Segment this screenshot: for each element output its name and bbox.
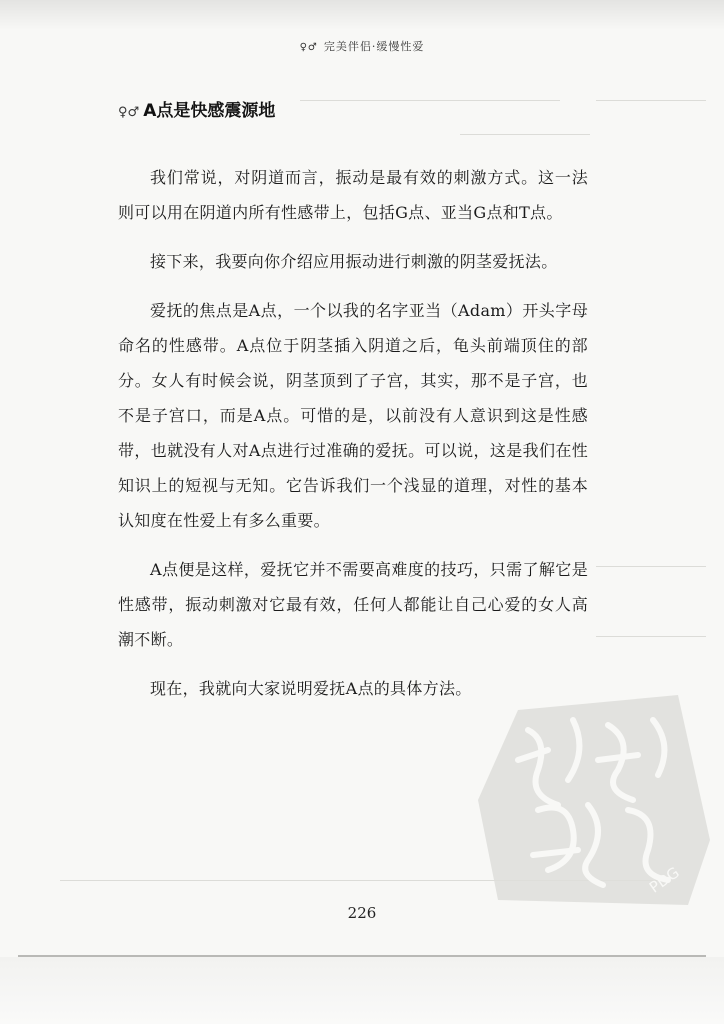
- body-text: [118, 160, 588, 720]
- scan-bottom-margin: [0, 957, 724, 1024]
- bleed-through-line: [596, 100, 706, 101]
- bleed-through-line: [460, 134, 590, 135]
- pdg-mark: PDG: [645, 863, 683, 897]
- page-number: 226: [347, 904, 377, 922]
- running-title: 完美伴侣·缓慢性爱: [323, 40, 425, 53]
- gender-symbol-icon: ♀♂: [118, 105, 140, 120]
- section-title-text: A点是快感震源地: [143, 101, 276, 121]
- library-seal-watermark: [478, 690, 714, 910]
- paragraph: 接下来，我要向你介绍应用振动进行刺激的阴茎爱抚法。: [150, 252, 558, 271]
- running-header: [0, 38, 724, 54]
- scan-top-shadow: [0, 0, 724, 30]
- paragraph: A点便是这样，爱抚它并不需要高难度的技巧，只需了解它是性感带，振动刺激对它最有效，任何人都能让自己心爱的女人高潮不断。: [118, 560, 588, 649]
- paragraph: 我们常说，对阴道而言，振动是最有效的刺激方式。这一法则可以用在阴道内所有性感带上，包括G点、亚当G点和T点。: [118, 168, 588, 222]
- bleed-through-line: [596, 636, 706, 637]
- section-heading: [118, 96, 275, 121]
- gender-symbol-icon: ♀♂: [299, 42, 318, 53]
- paragraph: 现在，我就向大家说明爱抚A点的具体方法。: [150, 679, 472, 698]
- bleed-through-line: [300, 100, 560, 101]
- paragraph: 爱抚的焦点是A点，一个以我的名字亚当（Adam）开头字母命名的性感带。A点位于阴茎插入阴道之后，龟头前端顶住的部分。女人有时候会说，阴茎顶到了子宫，其实，那不是子宫，也不是子宫口，而是A点。可惜的是，以前没有人意识到这是性感带，也就没有人对A点进行过准确的爱抚。可以说，这是我们在性知识上的短视与无知。它告诉我们一个浅显的道理，对性的基本认知度在性爱上有多么重要。: [118, 301, 588, 530]
- bleed-through-line: [596, 566, 706, 567]
